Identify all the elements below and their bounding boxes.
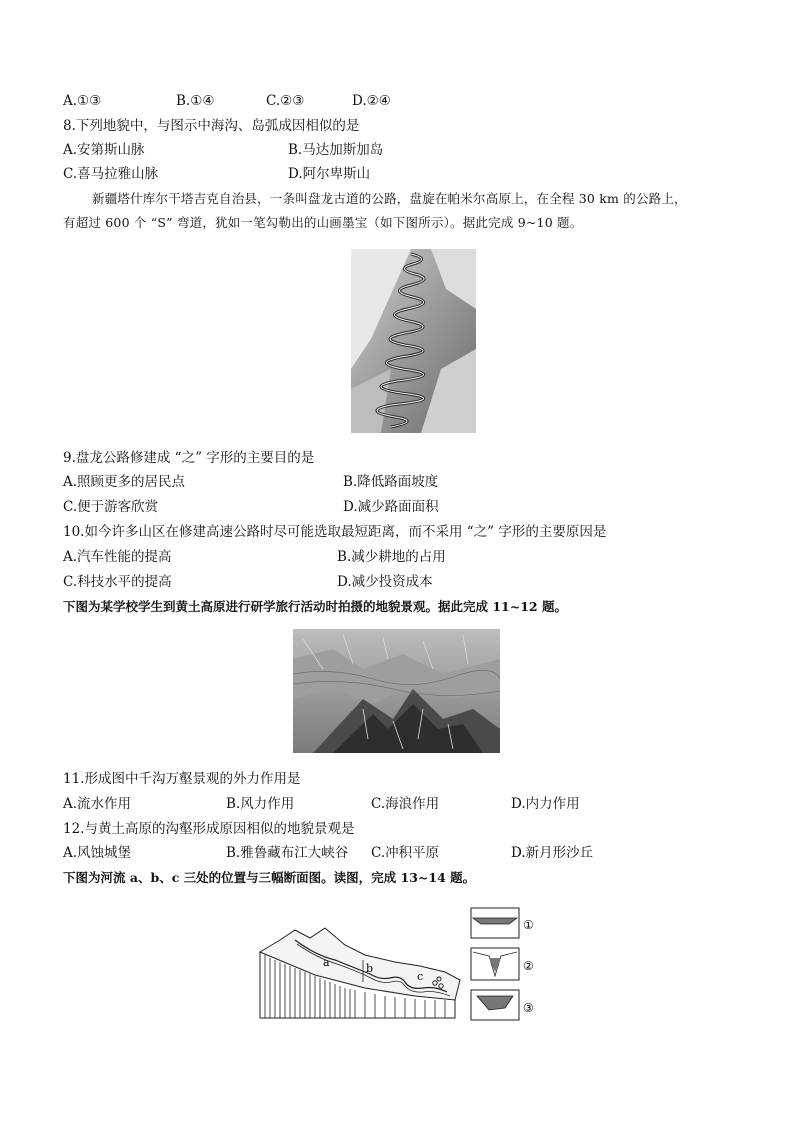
q10-stem: 10.如今许多山区在修建高速公路时尽可能选取最短距离，而不采用 “之” 字形的主要原因是 xyxy=(63,524,607,540)
q11-option-c: C.海浪作用 xyxy=(371,796,440,812)
q8-stem: 8.下列地貌中，与图示中海沟、岛弧成因相似的是 xyxy=(63,118,360,134)
q9-option-c: C.便于游客欣赏 xyxy=(63,499,159,515)
q11-option-d: D.内力作用 xyxy=(511,796,580,812)
q8-option-c: C.喜马拉雅山脉 xyxy=(63,166,159,182)
passage-9-10-line1: 新疆塔什库尔干塔吉克自治县，一条叫盘龙古道的公路，盘旋在帕米尔高原上，在全程 30 km 的公路上， xyxy=(92,191,687,206)
q11-option-a: A.流水作用 xyxy=(63,796,132,812)
q8-option-d: D.阿尔卑斯山 xyxy=(288,166,371,182)
q8-option-b: B.马达加斯加岛 xyxy=(288,142,384,158)
section-3-label: ③ xyxy=(523,1001,534,1015)
q12-option-d: D.新月形沙丘 xyxy=(511,845,594,861)
q8-option-a: A.安第斯山脉 xyxy=(63,142,145,158)
q9-stem: 9.盘龙公路修建成 “之” 字形的主要目的是 xyxy=(63,450,315,466)
loess-plateau-photo xyxy=(293,629,500,753)
q7-option-c: C.②③ xyxy=(266,93,305,109)
q10-option-c: C.科技水平的提高 xyxy=(63,574,172,590)
river-point-a: a xyxy=(323,956,330,969)
q7-option-a: A.①③ xyxy=(63,93,102,109)
q9-option-b: B.降低路面坡度 xyxy=(343,474,439,490)
q9-option-d: D.减少路面面积 xyxy=(343,499,439,515)
river-point-b: b xyxy=(366,962,374,975)
passage-13-14: 下图为河流 a、b、c 三处的位置与三幅断面图。读图，完成 13~14 题。 xyxy=(63,870,476,885)
q7-option-d: D.②④ xyxy=(352,93,391,109)
q10-option-d: D.减少投资成本 xyxy=(337,574,433,590)
passage-11-12: 下图为某学校学生到黄土高原进行研学旅行活动时拍摄的地貌景观。据此完成 11~12 题。 xyxy=(63,599,567,614)
q12-option-a: A.风蚀城堡 xyxy=(63,845,132,861)
q12-option-c: C.冲积平原 xyxy=(371,845,440,861)
q12-stem: 12.与黄土高原的沟壑形成原因相似的地貌景观是 xyxy=(63,821,355,837)
q12-option-b: B.雅鲁藏布江大峡谷 xyxy=(226,845,349,861)
q11-option-b: B.风力作用 xyxy=(226,796,295,812)
winding-road-photo xyxy=(351,249,476,433)
q10-option-b: B.减少耕地的占用 xyxy=(337,549,446,565)
q9-option-a: A.照顾更多的居民点 xyxy=(63,474,186,490)
river-point-c: c xyxy=(417,970,424,983)
q10-option-a: A.汽车性能的提高 xyxy=(63,549,172,565)
passage-9-10-line2: 有超过 600 个 “S” 弯道，犹如一笔勾勒出的山画墨宝（如下图所示）。据此完成 9~10 题。 xyxy=(63,215,583,230)
river-diagram xyxy=(255,900,555,1026)
q11-stem: 11.形成图中千沟万壑景观的外力作用是 xyxy=(63,771,301,787)
q7-option-b: B.①④ xyxy=(176,93,215,109)
section-1-label: ① xyxy=(523,918,534,932)
section-2-label: ② xyxy=(523,959,534,973)
